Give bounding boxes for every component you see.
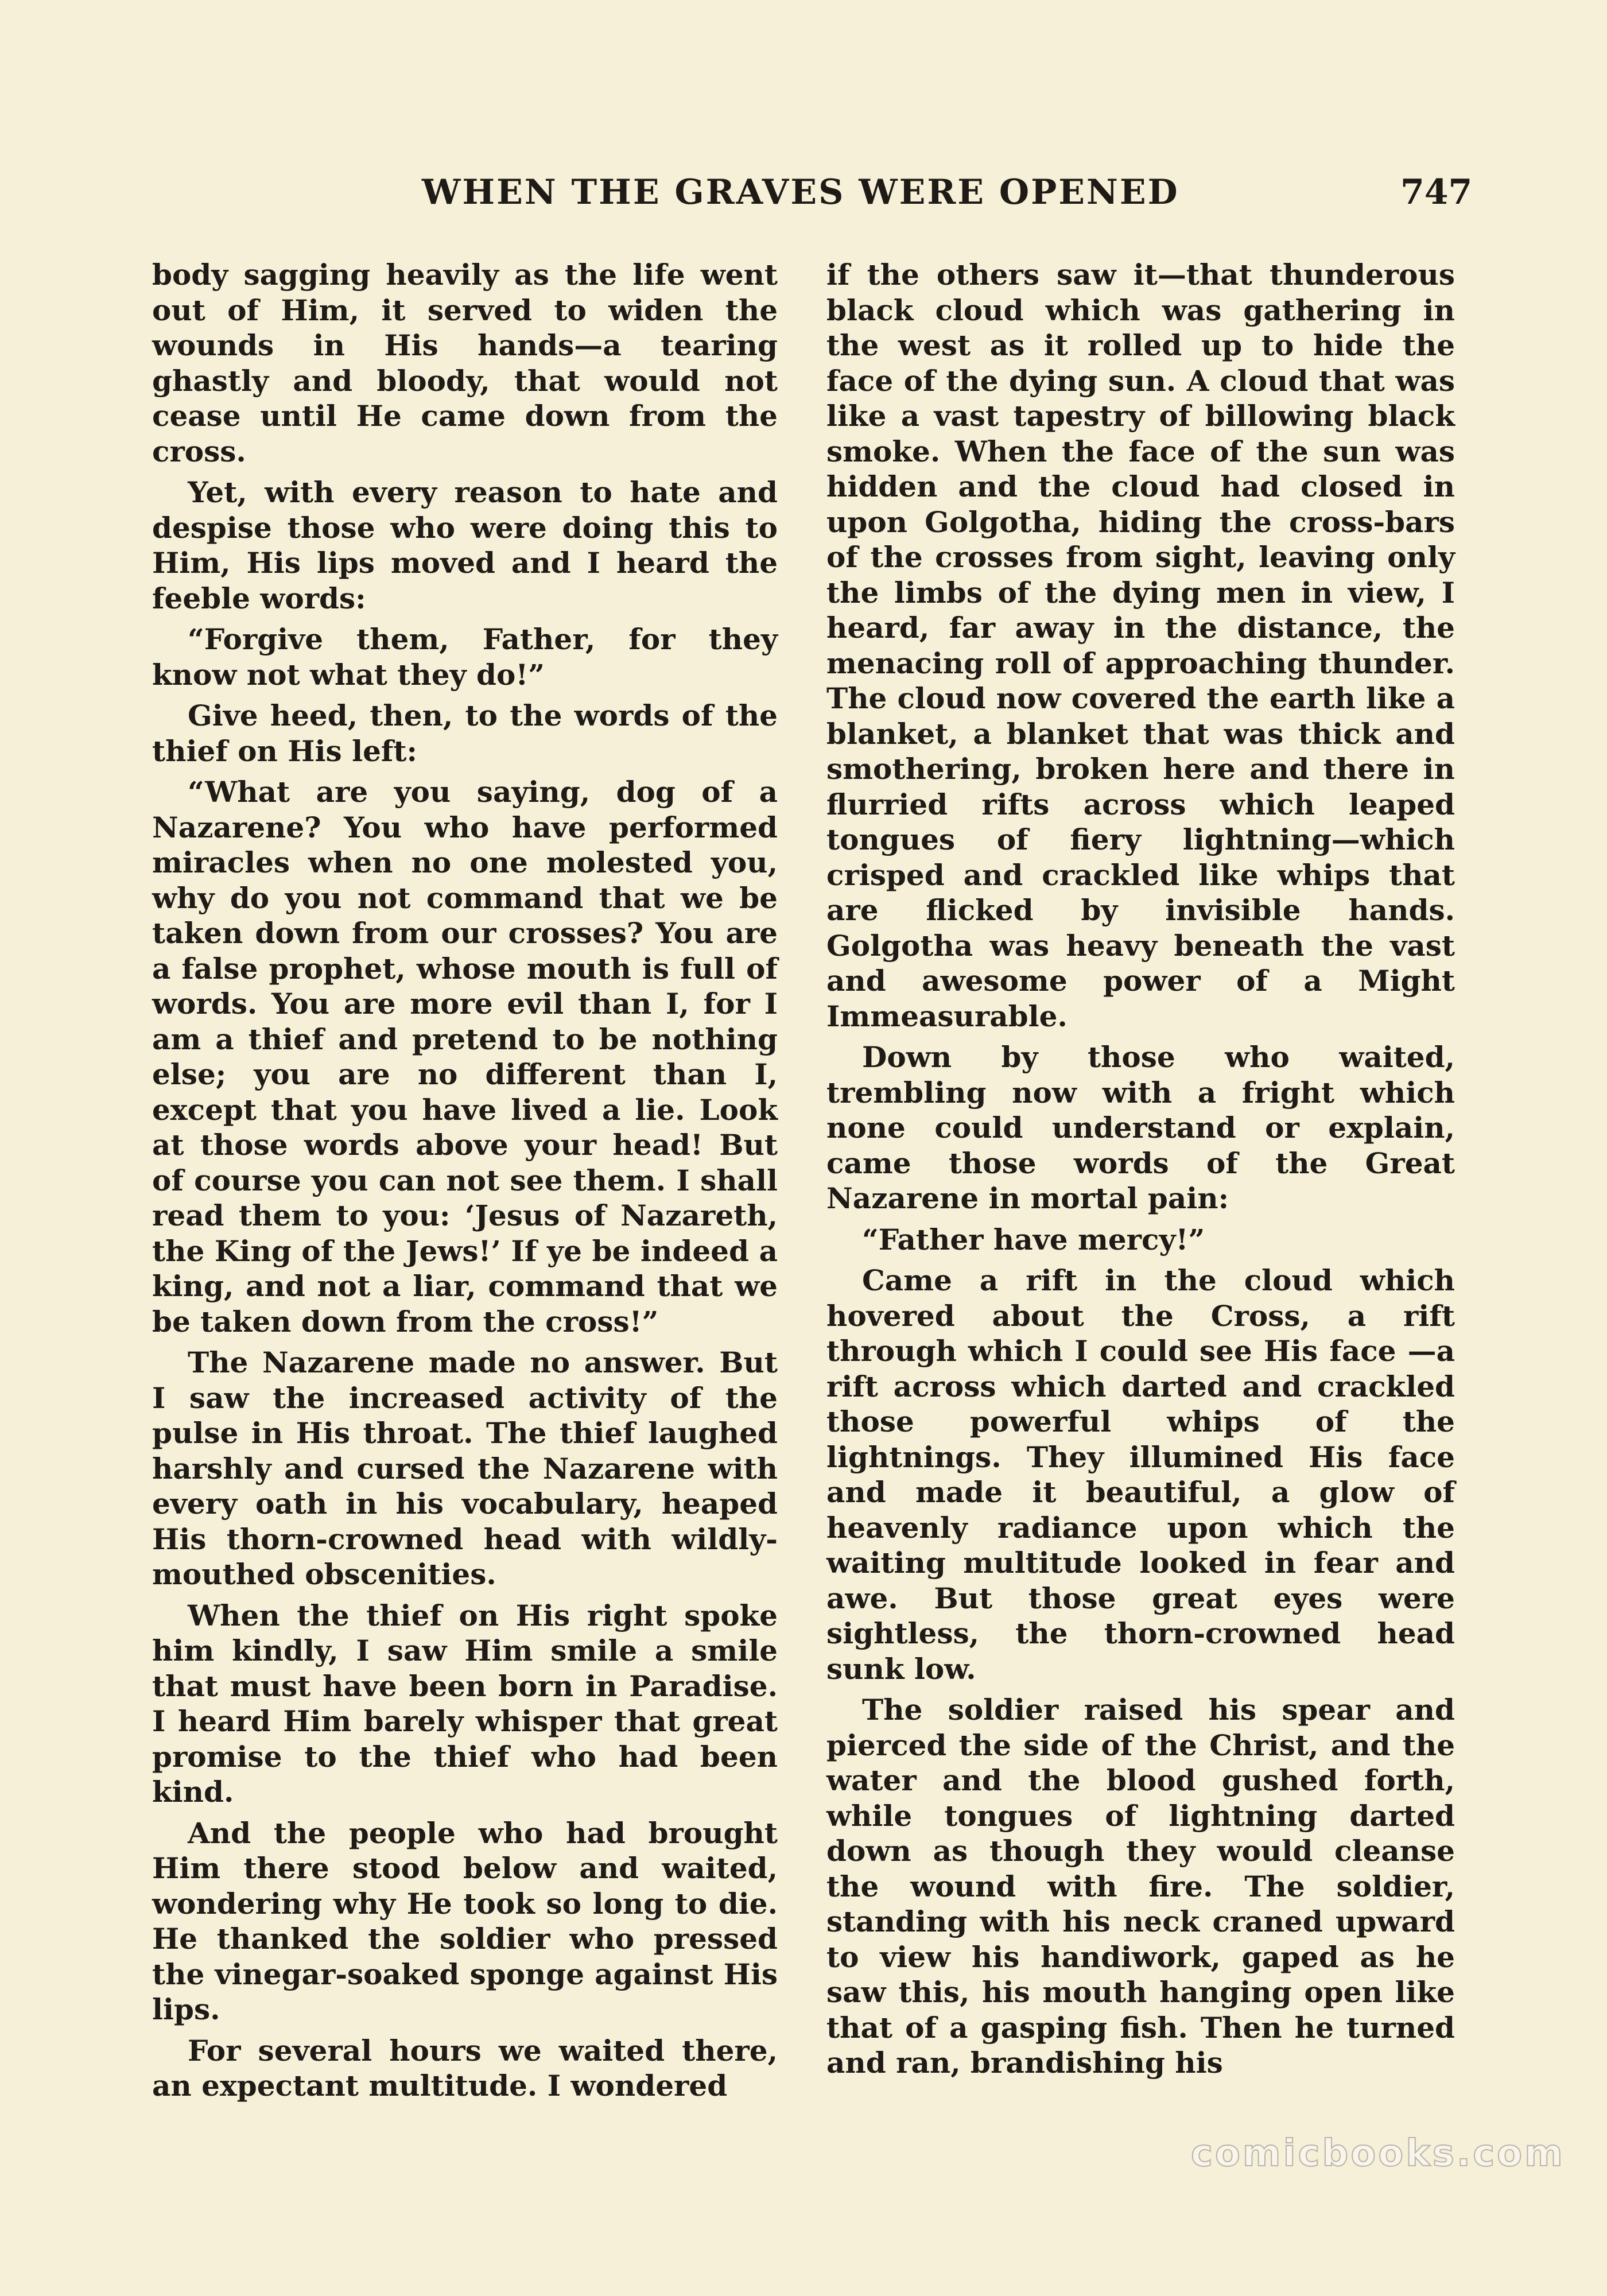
paragraph: body sagging heavily as the life went out of Him, it served to widen the wounds in His hands—a tearing ghastly and bloody, that would not cease until He came down from the cross. bbox=[152, 258, 778, 468]
paragraph: Came a rift in the cloud which hovered about the Cross, a rift through which I could see His face —a rift across which darted and crackled those powerful whips of the lightnings. They illumined His face and made it beautiful, a glow of heavenly radiance upon which the waiting multitude looked in fear and awe. But those great eyes were sightless, the thorn-crowned head sunk low. bbox=[826, 1263, 1455, 1686]
paragraph: Give heed, then, to the words of the thief on His left: bbox=[152, 699, 778, 768]
running-head bbox=[0, 166, 1607, 218]
paragraph: The Nazarene made no answer. But I saw the increased activity of the pulse in His throat. The thief laughed harshly and cursed the Nazarene with every oath in his vocabulary, heaped His thorn-crowned head with wildly-mouthed obscenities. bbox=[152, 1345, 778, 1591]
paragraph: “What are you saying, dog of a Nazarene? You who have performed miracles when no one molested you, why do you not command that we be taken down from our crosses? You are a false prophet, whose mouth is full of words. You are more evil than I, for I am a thief and pretend to be nothing else; you are no different than I, except that you have lived a lie. Look at those words above your head! But of course you can not see them. I shall read them to you: ‘Jesus of Nazareth, the King of the Jews!’ If ye be indeed a king, and not a liar, command that we be taken down from the cross!” bbox=[152, 775, 778, 1339]
paragraph: Down by those who waited, trembling now with a fright which none could understand or explain, came those words of the Great Nazarene in mortal pain: bbox=[826, 1040, 1455, 1215]
paragraph: For several hours we waited there, an expectant multitude. I wondered bbox=[152, 2033, 778, 2103]
paragraph: “Father have mercy!” bbox=[862, 1222, 1205, 1256]
paragraph: And the people who had brought Him there stood below and waited, wondering why He took so long to die. He thanked the soldier who pressed the vinegar-soaked sponge against His lips. bbox=[152, 1816, 778, 2026]
site-watermark: comicbooks.com bbox=[1191, 2132, 1565, 2175]
paragraph: if the others saw it—that thunderous black cloud which was gathering in the west as it rolled up to hide the face of the dying sun. A cloud that was like a vast tapestry of billowing black smoke. When the face of the sun was hidden and the cloud had closed in upon Golgotha, hiding the cross-bars of the crosses from sight, leaving only the limbs of the dying men in view, I heard, far away in the distance, the menacing roll of approaching thunder. The cloud now covered the earth like a blanket, a blanket that was thick and smothering, broken here and there in flurried rifts across which leaped tongues of fiery lightning—which crisped and crackled like whips that are flicked by invisible hands. Golgotha was heavy beneath the vast and awesome power of a Might Immeasurable. bbox=[826, 258, 1455, 1033]
running-title: WHEN THE GRAVES WERE OPENED bbox=[422, 172, 1179, 212]
paragraph: “Forgive them, Father, for they know not what they do!” bbox=[152, 622, 778, 692]
paragraph: When the thief on His right spoke him kindly, I saw Him smile a smile that must have been born in Paradise. I heard Him barely whisper that great promise to the thief who had been kind. bbox=[152, 1598, 778, 1809]
paragraph: Yet, with every reason to hate and despise those who were doing this to Him, His lips moved and I heard the feeble words: bbox=[152, 475, 778, 615]
paragraph: The soldier raised his spear and pierced the side of the Christ, and the water and the blood gushed forth, while tongues of lightning darted down as though they would cleanse the wound with fire. The soldier, standing with his neck craned upward to view his handiwork, gaped as he saw this, his mouth hanging open like that of a gasping fish. Then he turned and ran, brandishing his bbox=[826, 1693, 1455, 2080]
right-column bbox=[826, 257, 1455, 2086]
page-number: 747 bbox=[1400, 172, 1473, 212]
left-column bbox=[152, 257, 778, 2109]
